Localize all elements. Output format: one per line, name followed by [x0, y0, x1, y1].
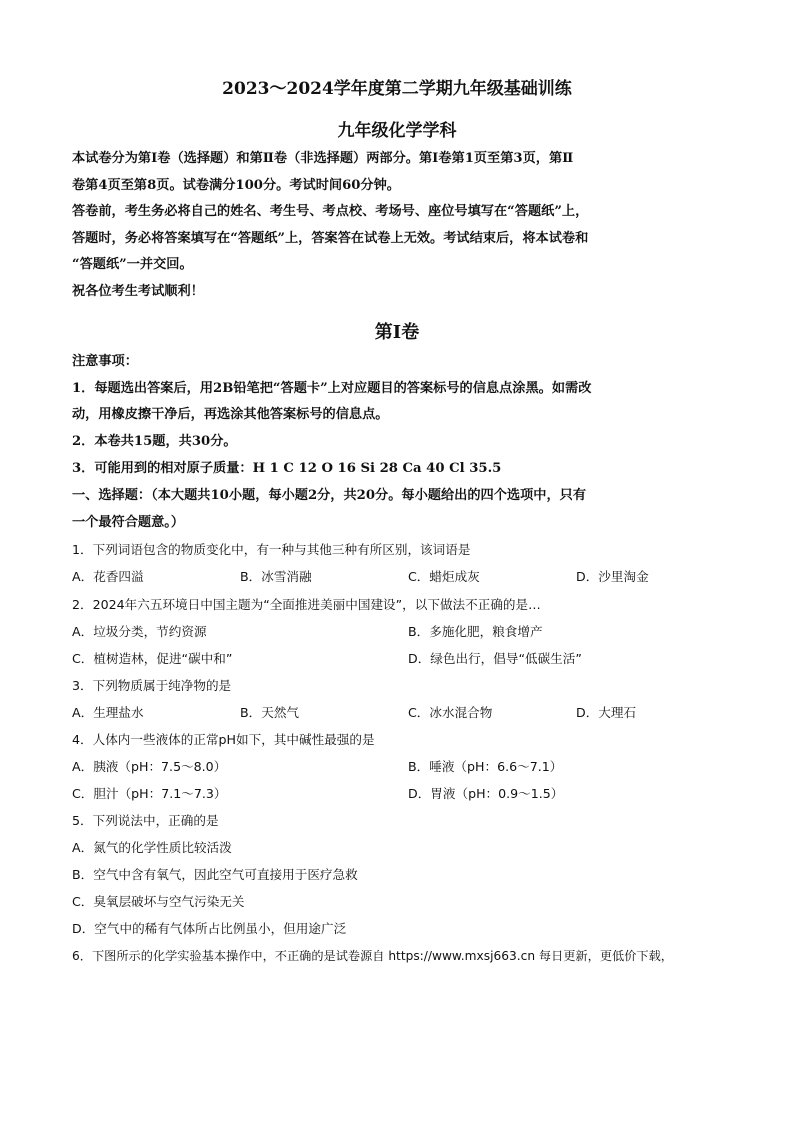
q5-option-b: B．空气中含有氧气，因此空气可直接用于医疗急救 — [72, 867, 358, 882]
q3-option-d: D．大理石 — [576, 705, 637, 720]
q1-option-d: D．沙里淘金 — [576, 569, 649, 584]
intro-line-4: 答题时，务必将答案填写在“答题纸”上，答案答在试卷上无效。考试结束后，将本试卷和 — [72, 231, 589, 246]
q2-option-b: B．多施化肥，粮食增产 — [408, 624, 543, 639]
q5-stem: 5．下列说法中，正确的是 — [72, 813, 219, 828]
part1-heading-a: 一、选择题：（本大题共10小题，每小题2分，共20分。每小题给出的四个选项中，只有 — [72, 488, 587, 503]
q3-option-a: A．生理盐水 — [72, 705, 144, 720]
q4-option-a: A．胰液（pH：7.5～8.0） — [72, 759, 227, 774]
q3-option-b: B．天然气 — [240, 705, 300, 720]
part1-heading-b: 一个最符合题意。） — [72, 515, 185, 530]
intro-line-2: 卷第4页至第8页。试卷满分100分。考试时间60分钟。 — [72, 178, 400, 193]
q1-option-c: C．蜡炬成灰 — [408, 569, 480, 584]
q5-option-a: A．氮气的化学性质比较活泼 — [72, 840, 232, 855]
q2-stem: 2．2024年六五环境日中国主题为“全面推进美丽中国建设”，以下做法不正确的是… — [72, 597, 541, 612]
q4-option-c: C．胆汁（pH：7.1～7.3） — [72, 786, 227, 801]
q4-option-d: D．胃液（pH：0.9～1.5） — [408, 786, 564, 801]
note-3: 3．可能用到的相对原子质量：H 1 C 12 O 16 Si 28 Ca 40 Cl 35.5 — [72, 461, 502, 476]
intro-line-1: 本试卷分为第Ⅰ卷（选择题）和第Ⅱ卷（非选择题）两部分。第Ⅰ卷第1页至第3页，第Ⅱ — [72, 151, 574, 166]
exam-subtitle: 九年级化学学科 — [337, 121, 457, 141]
q5-option-c: C．臭氧层破坏与空气污染无关 — [72, 894, 245, 909]
q1-option-a: A．花香四溢 — [72, 569, 144, 584]
q2-option-d: D．绿色出行，倡导“低碳生活” — [408, 651, 582, 666]
note-2: 2．本卷共15题，共30分。 — [72, 434, 237, 449]
q3-stem: 3．下列物质属于纯净物的是 — [72, 678, 232, 693]
q1-option-b: B．冰雪消融 — [240, 569, 312, 584]
q4-option-b: B．唾液（pH：6.6～7.1） — [408, 759, 563, 774]
section-title: 第Ⅰ卷 — [374, 322, 420, 343]
q2-option-c: C．植树造林，促进“碳中和” — [72, 651, 233, 666]
intro-line-5: “答题纸”一并交回。 — [72, 257, 193, 272]
notes-heading: 注意事项： — [72, 354, 138, 369]
exam-title: 2023～2024学年度第二学期九年级基础训练 — [222, 79, 572, 99]
q4-stem: 4．人体内一些液体的正常pH如下，其中碱性最强的是 — [72, 732, 375, 747]
intro-line-6: 祝各位考生考试顺利！ — [72, 284, 204, 299]
q2-option-a: A．垃圾分类，节约资源 — [72, 624, 207, 639]
intro-line-3: 答卷前，考生务必将自己的姓名、考生号、考点校、考场号、座位号填写在“答题纸”上， — [72, 204, 589, 219]
q3-option-c: C．冰水混合物 — [408, 705, 493, 720]
note-1b: 动，用橡皮擦干净后，再选涂其他答案标号的信息点。 — [72, 407, 389, 422]
q5-option-d: D．空气中的稀有气体所占比例虽小，但用途广泛 — [72, 921, 347, 936]
q6-stem: 6．下图所示的化学实验基本操作中，不正确的是试卷源自 https://www.mxsj663.cn 每日更新，更低价下载， — [72, 949, 673, 963]
q1-stem: 1．下列词语包含的物质变化中，有一种与其他三种有所区别，该词语是 — [72, 542, 471, 557]
note-1a: 1．每题选出答案后，用2B铅笔把“答题卡”上对应题目的答案标号的信息点涂黑。如需改 — [72, 381, 592, 396]
